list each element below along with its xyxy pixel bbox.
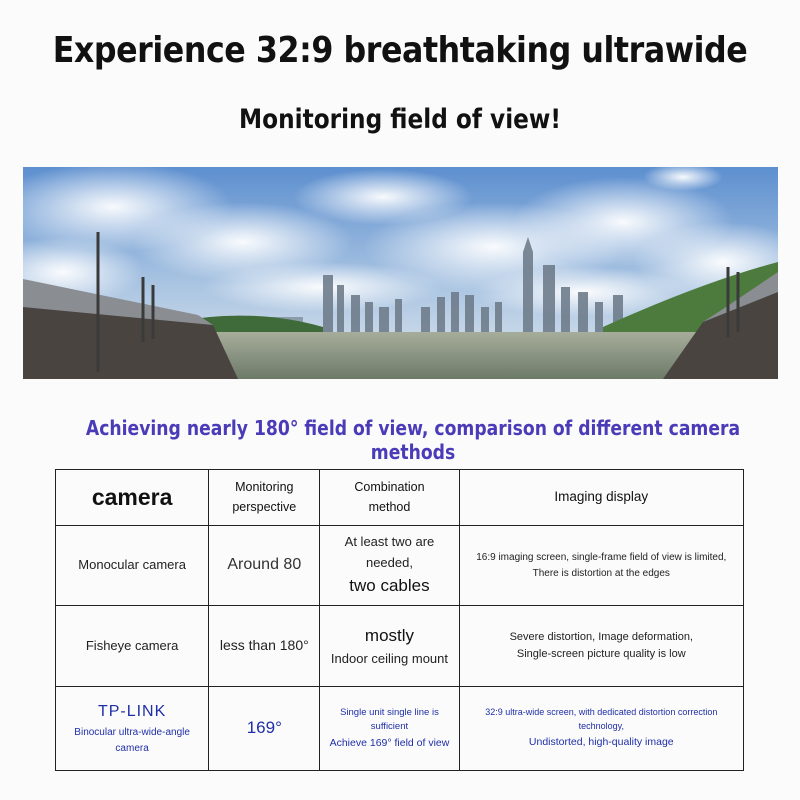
page-title: Experience 32:9 breathtaking ultrawide: [52, 30, 748, 71]
table-header-row: [56, 470, 744, 526]
header-combination: [320, 470, 459, 526]
row3-imaging-line2: Undistorted, high-quality image: [528, 736, 674, 749]
row1-combination-line1: At least two are needed,: [344, 534, 435, 570]
table-row: [56, 686, 744, 770]
header-combination-line1: Combination: [354, 480, 425, 495]
row3-combination-line1: Single unit single line is sufficient: [340, 706, 439, 733]
header-imaging-label: Imaging display: [554, 489, 649, 505]
header-camera-label: camera: [91, 483, 173, 510]
city-panorama-photo: [23, 167, 778, 379]
row2-camera: Fisheye camera: [85, 637, 179, 653]
row2-imaging-line2: Single-screen picture quality is low: [516, 648, 686, 661]
row1-combination-line2: two cables: [349, 575, 430, 595]
row2-combination-line1: mostly: [364, 625, 415, 645]
comparison-heading: Achieving nearly 180° field of view, comparison of different camera methods: [85, 416, 741, 464]
row3-camera-brand: TP-LINK: [97, 703, 167, 721]
page-subtitle: Monitoring field of view!: [239, 104, 561, 135]
table-row: [56, 606, 744, 686]
comparison-table: [55, 469, 744, 771]
row1-camera: Monocular camera: [78, 557, 186, 573]
row1-imaging-line2: There is distortion at the edges: [532, 567, 670, 579]
row3-combination-line2: Achieve 169° field of view: [329, 736, 450, 749]
row2-perspective: less than 180°: [219, 636, 309, 653]
row3-perspective: 169°: [246, 717, 282, 737]
header-imaging: [459, 470, 743, 526]
header-combination-line2: method: [368, 499, 411, 514]
table-row: [56, 526, 744, 606]
header-perspective-line1: Monitoring: [235, 480, 294, 495]
row2-combination-line2: Indoor ceiling mount: [330, 651, 448, 667]
header-perspective: [209, 470, 320, 526]
row2-imaging-line1: Severe distortion, Image deformation,: [509, 631, 693, 644]
row1-perspective: Around 80: [227, 556, 302, 574]
row3-imaging-line1: 32:9 ultra-wide screen, with dedicated distortion correction technology,: [485, 707, 718, 732]
row1-imaging-line1: 16:9 imaging screen, single-frame field of view is limited,: [476, 552, 727, 564]
header-perspective-line2: perspective: [232, 499, 297, 514]
row3-camera: Binocular ultra-wide-angle camera: [74, 727, 190, 754]
header-camera: [56, 470, 209, 526]
